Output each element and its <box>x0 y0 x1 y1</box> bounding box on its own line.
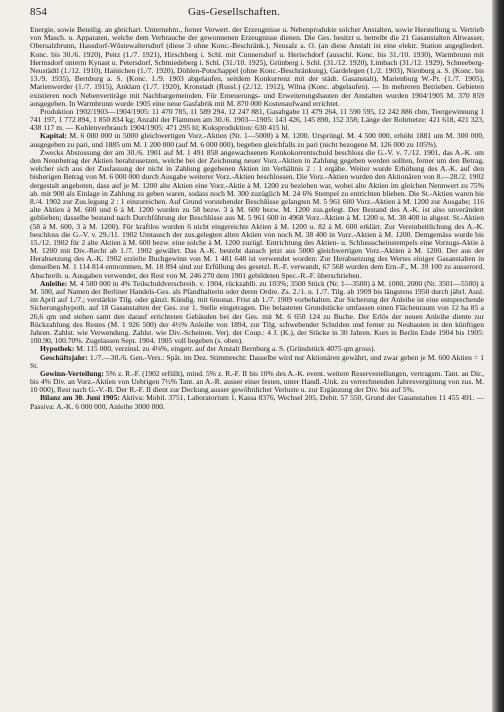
paragraph-text: 1./7.—30./6. Gen.-Vers.: Spät. im Dez. Stimmrecht: Dasselbe wird nur Aktionären gewährt, und zwar geben je M. 600 Aktien = 1 St. <box>30 352 484 370</box>
paragraph-text: M. 115 000, verzinsl. zu 4⅛%, eingetr. auf der Anstalt Bernburg a. S. (Gründstück 4075 qm gross). <box>74 344 376 354</box>
paragraph-text: Zwecks Abstossung der am 30./6. 1901 auf M. 1 491 858 angewachsenen Konkokorrentschuld beschloss die G.-V. v. 7./12. 1901, das A.-K. um den Nennbetrag der Aktien herabzusetzen, welche bei der Zeichnung neuer Vorz.-Aktien in Zahlung gegeben werden sollten, ferner um den Betrag, welcher sich aus der Zusfassung der nicht in Zahlung gegebenen Aktien im Verhältnis 2 : 1 ergäbe. Weiter wurde Erhöhung des A.-K. auf den bisherigen Betrag von M. 6 000 000 durch Ausgabe weiterer Vorz.-Aktien beschlossen. Die Vorz.-Aktien wurden den Aktionären von 8.—28./2. 1902 dergestalt angeboten, dass auf je M. 1200 alte Aktien eine Vorz.-Aktie à M. 1200 zu beziehen war, wobei alte Aktien im gleichen Nennwert zu 75% ab. mit 900 als Einlage in Zahlung zu geben waren, sodass noch M. 300 zuzüglich M. 24 6% Stempel zu entrichten blieben. Die St.-Aktien waren bis 8./4. 1902 zur Zus.legung 2 : 1 einzureichen. Auf Grund vorstehender Beschlüsse gelangten M. 5 961 600 Vorz.-Aktien à M. 1200 zur Ausgabe; 116 alte Aktien à M. 600 und 6 à M. 1200 wurden zu 58 bezw. 3 à M. 600 bezw. M. 1200 zus.gelegt. Der Bestand des A.-K. ist also unverändert geblieben; dasselbe bestand nach Durchführung der Beschlüsse aus M. 5 961 600 in 4968 Vorz.-Aktien à M. 1200 u. M. 38 400 in abgest. St.-Aktien (58 à M. 600, 3 à M. 1200). Für kraftlos wurden 6 nicht eingereichte Aktien à M. 1200 u. 82 à M. 600 erklärt. Zur Vereinheitlichung des A.-K. beschloss die G.-V. v. 29./11. 1902 Umtausch der zus.gelegten alten Aktien von noch M. 38 400 in Vorz.-Aktien à M. 1200. Demgemäss wurde bis 15./12. 1902 für 2 alte Aktien à M. 600 bezw. eine solche à M. 1200 zuzügl. Entrichtung des Aktien- u. Schlussscheinstempels eine Vorzugs-Aktie à M. 1200 mit Div.-Recht ab 1./7. 1902 gewährt. Das A.-K. besteht danach jetzt aus 5000 gleichwertigen Vorz.-Aktien à M. 1200. Der aus der Herabsetzung des A.-K. 1902 erzielte Buchgewinn von M. 1 481 648 ist verwendet worden: Zur Herabsetzung des Wertes einiger Gasanstalten in denselben M. 1 114 814 entnommen, M. 18 894 sind zur Erfüllung des gesetzl. R.-F. verwandt, 67 568 wurden dem Ern.-F., M. 39 100 zu ausserord. Abschreib. u. Ausgaben verwendet, der Rest von M. 246 270 dem 1901 gebildeten Spec.-R.-F. überschrieben. <box>30 147 484 280</box>
section-label: Kapital: <box>40 131 67 141</box>
paragraph-profit-distribution <box>30 370 484 395</box>
paragraph-text: Energie, sowie Beteilig. an gleichart. Unternehm., ferner Verwert. der Erzeugnisse u. Nebenprodukte solcher Anstalten, sowie Herstellung u. Vertrieb von Masch. u. Apparaten, welche dem Verbrauche der gewonnenen Erzeugnisse dienen. Die Ges. besitzt u. betreibt die 21 Gasanstalten Altwasser, Obersalzbrunn, Hausdorf-Wüstewaltersdorf (diese 3 ohne Konc.-Beschränk.), Neusalz a. O. (an diese Anstalt ist eine elektr. Station angegliedert. Konc. bis 30./6. 1920), Peitz (1./7. 1921), Hirschberg i. Schl. mit Cunnersdorf u. Herischdorf (ausschl. Konc. bis 31./10. 1930), Warmbrunn mit Herrnsdorf unterm Kynast u. Petersdorf, Schmiedeberg i. Schl. (31./10. 1925), Grünberg i. Schl. (31./12. 1920), Limbach (31./12. 1929), Schneeberg-Neustädtl (1./12. 1910), Hainichen (1./7. 1920), Döhlen-Potschappel (ohne Konc.-Beschränkung), Gardelegen (1./2. 1903), Nienburg a. S. (Konc. bis 13./9. 1935), Bernburg a. S. (Konc. 1./9. 1903 abgelaufen, seitdem Konkurrenz mit der städt. Gasanstalt), Marienburg W.-Pr. (1./7. 1905), Marienwerder (1./7. 1915), Anklam (1./7. 1920), Kronstadt (Russl.) (2./12. 1912), Wilna (Konc. abgelaufen). — In mehreren Betrieben. Gebieten existieren noch Nebenvertiräge mit Nachbargemeinden. Für Erneuerungs- und Erweiterungsbauten der Anstalten wurden 1904/1905 M. 370 859 ausgegeben. In Warmbrunn wurde 1905 eine neue Gasfabrik mit M. 870 000 Kostenaufwand errichtet. <box>30 25 484 108</box>
paragraph-production <box>30 108 484 133</box>
page-header <box>30 6 484 26</box>
paragraph-balance-sheet <box>30 394 484 410</box>
paragraph-capital-reduction <box>30 149 484 280</box>
running-title: Gas-Gesellschaften. <box>188 6 281 18</box>
paragraph-text: Produktion 1902/1903—1904/1905: 11 470 785, 11 589 294, 12 247 881, Gasabgabe 11 479 264, 11 590 595, 12 242 886 cbm, Teergewinnung 1 741 197, 1 772 894, 1 850 834 kg; Anzahl der Flammen am 30./6. 1903—1905: 143 426, 145 890, 152 358; Länge der Rohrnetze: 421 618, 421 323, 438 117 m. — Kohlenverbrauch 1904/1905: 471 295 hl; Koksproduktion: 630 415 hl. <box>30 106 484 133</box>
paragraph-description <box>30 26 484 108</box>
section-label: Hypothek: <box>40 344 75 354</box>
paragraph-capital <box>30 132 484 148</box>
paragraph-text: M. 4 500 000 in 4% Teilschuldverschreib. v. 1904, rückzahlb. zu 103%; 3500 Stück (Nr. 1—3500) à M. 1000, 2000 (Nr. 3501—5500) à M. 500, auf Namen der Berliner Handels-Ges. als Pfandhalterin oder deren Ordre. Zs. 2./1. u. 1./7. Tilg. ab 1909 bis längstens 1950 durch jährl. Ausl. im April auf 1./7.; verstärkte Tilg. oder gänzl. Kündig. mit 6monat. Frist ab 1./7. 1909 vorbehalten. Zur Sicherung der Anleihe ist eine entsprechende Sicherungshypoth. auf 18 Gasanstalten der Ges. zur 1. Stelle eingetragen. Die belasteten Grundstücke umfassen einen Flächenraum von 12 ha 85 a 26,6 qm und stehen samt den darauf errichteten Gebäuden bei der Ges. mit M. 6 650 124 zu Buche. Der Erlös der neuen Anleihe diente zur Rückzahlung des Restes (M. 1 926 500) der 4½% Anleihe von 1894, zur Tilg. schwebender Schulden und ferner zu Neubauten in den künftigen Jahren. Zahlst. wie Verwendung. Zahlst. wie Div.-Scheinen. Verj. der Coup.: 4 J. (K.), der Stücke in 30 Jahren. Kurs in Berlin Ende 1904 bis 1905: 100.90, 100.70%. Zugelassen Sept. 1904. 1905 voll begeben (s. oben). <box>30 278 484 346</box>
paragraph-text: M. 6 000 000 in 5000 gleichwertigen Vorz.-Aktien (Nr. 1—5000) à M. 1200. Ursprüngl. M. 4 500 000, erhöht 1881 um M. 300 000, ausgegeben zu pari, und 1885 um M. 1 200 000 (auf M. 6 000 000), begeben gleichfalls zu pari (nicht bezogene M. 126 000 zu 105%). <box>30 131 484 149</box>
paragraph-bond <box>30 280 484 346</box>
book-spine-edge <box>492 0 504 712</box>
section-label: Gewinn-Verteilung: <box>40 368 104 378</box>
article-body <box>30 26 484 411</box>
paragraph-fiscal-year <box>30 354 484 370</box>
paragraph-text: Aktiva: Mobil. 3751, Laboratorium 1, Kassa 8376, Wechsel 205, Debit. 57 550, Grund der Gasanstalten 11 455 491. — Passiva: A.-K. 6 000 000, Anleihe 3000 000. <box>30 393 485 411</box>
section-label: Geschäftsjahr: <box>40 352 88 362</box>
section-label: Anleihe: <box>40 278 68 288</box>
paragraph-text: 5% z. R.-F. (1902 erfüllt), mind. 5% z. R.-F. II bis 10% des A.-K. event. weitere Reservestellungen, vertragsm. Tant. an Dir., bis 4% Div. an Vorz.-Aktien von Uebrigen 7½% Tant. an A.-R. ausser einer festen, unter Handl.-Unk. zu verrechnenden Jahresvergütung von zus. M. 10 000), Rest nach G.-V.-B. Der R.-F. II dient zur Deckung ausser gewöhnlicher Verluste u. zur Ergänzung der Div. bis auf 5%. <box>30 368 484 395</box>
page-number: 854 <box>30 6 48 18</box>
section-label: Bilanz am 30. Juni 1905: <box>40 393 120 403</box>
